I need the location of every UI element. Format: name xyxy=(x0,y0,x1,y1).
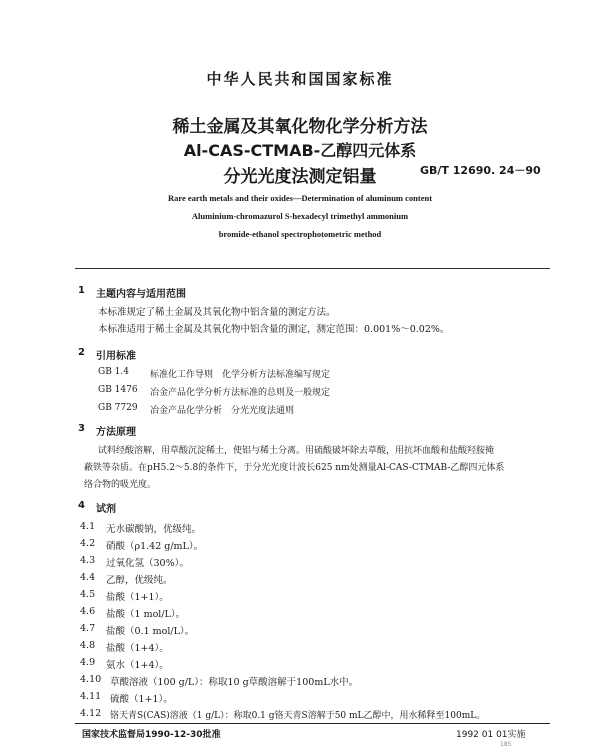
section-4-title: 试剂 xyxy=(96,504,116,515)
reagent-number: 4.7 xyxy=(80,623,96,634)
reagent-text: 硝酸（ρ1.42 g/mL）。 xyxy=(106,541,204,552)
reagent-number: 4.3 xyxy=(80,555,96,566)
section-3-number: 3 xyxy=(78,423,85,434)
standard-number: GB/T 12690. 24－90 xyxy=(420,164,541,177)
section-3-line-2: 蔽铁等杂质。在pH5.2～5.8的条件下，于分光光度计波长625 nm处测量Al-CAS-CTMAB-乙醇四元体系 xyxy=(84,463,505,473)
section-1-number: 1 xyxy=(78,285,85,296)
reagent-number: 4.11 xyxy=(80,691,102,702)
footer-divider xyxy=(75,723,550,724)
reagent-number: 4.12 xyxy=(80,708,102,719)
page-number: 185 xyxy=(500,741,512,748)
reagent-text: 无水碳酸钠，优级纯。 xyxy=(106,524,202,535)
section-2-number: 2 xyxy=(78,347,85,358)
reagent-text: 铬天青S(CAS)溶液（1 g/L）：称取0.1 g铬天青S溶解于50 mL乙醇中，用水稀释至100mL。 xyxy=(110,711,486,721)
reference-title: 冶金产品化学分析方法标准的总则及一般规定 xyxy=(150,388,331,398)
reagent-text: 盐酸（1+4）。 xyxy=(106,643,169,654)
reagent-number: 4.8 xyxy=(80,640,96,651)
reagent-text: 氨水（1+4）。 xyxy=(106,660,169,671)
issuing-org: 中华人民共和国国家标准 xyxy=(206,70,394,88)
english-title-line-1: Rare earth metals and their oxides—Determination of aluminum content xyxy=(167,193,433,203)
english-title-line-3: bromide-ethanol spectrophotometric method xyxy=(218,229,382,239)
reagent-text: 草酸溶液（100 g/L）：称取10 g草酸溶解于100mL水中。 xyxy=(110,677,359,688)
section-1-title: 主题内容与适用范围 xyxy=(96,289,186,300)
reagent-text: 盐酸（1 mol/L）。 xyxy=(106,609,186,620)
reagent-number: 4.6 xyxy=(80,606,96,617)
english-title-line-2: Aluminium-chromazurol S-hexadecyl trimethyl ammonium xyxy=(191,211,409,221)
reagent-number: 4.4 xyxy=(80,572,96,583)
section-1-para-1: 本标准规定了稀土金属及其氧化物中铝含量的测定方法。 xyxy=(98,307,336,318)
title-line-2: Al-CAS-CTMAB-乙醇四元体系 xyxy=(183,141,417,160)
reagent-number: 4.9 xyxy=(80,657,96,668)
title-line-1: 稀土金属及其氧化物化学分析方法 xyxy=(172,117,428,137)
reagent-number: 4.1 xyxy=(80,521,96,532)
effective-date: 1992 01 01实施 xyxy=(456,730,526,740)
reference-title: 冶金产品化学分析 分光光度法通则 xyxy=(150,406,295,416)
section-1-para-2: 本标准适用于稀土金属及其氧化物中铝含量的测定，测定范围：0.001%～0.02%。 xyxy=(98,324,450,335)
section-4-number: 4 xyxy=(78,500,85,511)
reagent-text: 乙醇，优级纯。 xyxy=(106,575,173,586)
reference-code: GB 1.4 xyxy=(98,367,129,377)
reagent-number: 4.10 xyxy=(80,674,102,685)
reagent-number: 4.2 xyxy=(80,538,96,549)
title-line-3: 分光光度法测定铝量 xyxy=(223,167,377,187)
section-3-line-1: 试料经酸溶解，用草酸沉淀稀土，使铝与稀土分离。用硫酸破坏除去草酸，用抗坏血酸和盐酸羟胺掩 xyxy=(98,446,495,456)
reagent-number: 4.5 xyxy=(80,589,96,600)
header-divider xyxy=(75,268,550,269)
reagent-text: 过氧化氢（30%）。 xyxy=(106,558,189,569)
reference-code: GB 7729 xyxy=(98,403,138,413)
section-2-title: 引用标准 xyxy=(96,351,136,362)
approval-date: 国家技术监督局1990-12-30批准 xyxy=(82,730,221,740)
reagent-text: 盐酸（1+1）。 xyxy=(106,592,169,603)
reference-title: 标准化工作导则 化学分析方法标准编写规定 xyxy=(150,370,331,380)
reagent-text: 盐酸（0.1 mol/L）。 xyxy=(106,626,195,637)
reference-code: GB 1476 xyxy=(98,385,138,395)
reagent-text: 硫酸（1+1）。 xyxy=(110,694,173,705)
section-3-title: 方法原理 xyxy=(96,427,136,438)
section-3-line-3: 络合物的吸光度。 xyxy=(84,480,157,490)
